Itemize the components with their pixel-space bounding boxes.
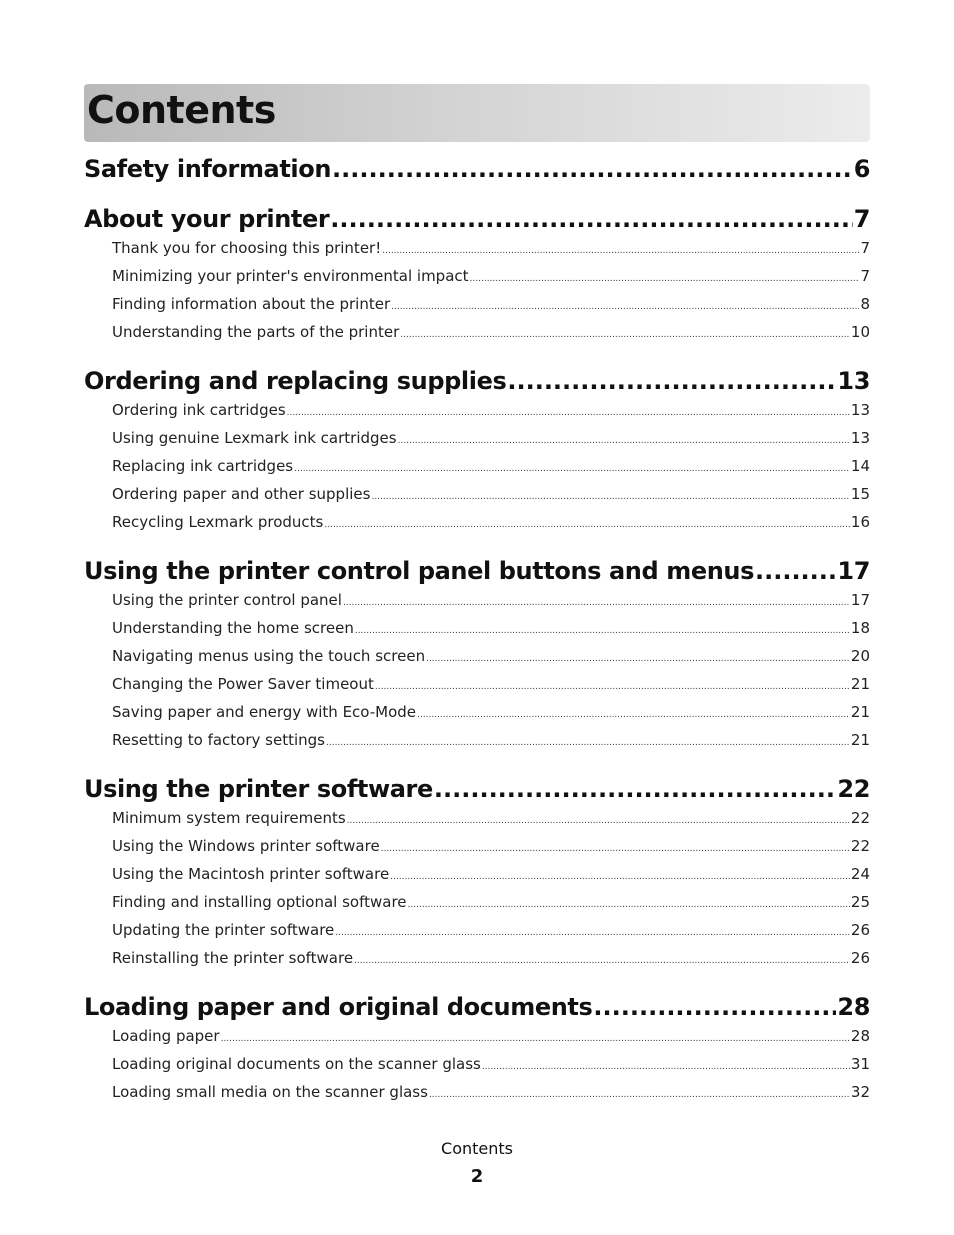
dot-leader xyxy=(221,1025,850,1050)
toc-section[interactable] xyxy=(84,396,870,424)
footer-label: Contents xyxy=(441,1139,513,1158)
toc-section[interactable] xyxy=(84,642,870,670)
dot-leader xyxy=(470,265,860,290)
toc-chapter-page: 13 xyxy=(837,367,870,395)
toc-chapter[interactable] xyxy=(84,204,870,234)
dot-leader xyxy=(400,321,850,346)
toc-section-page: 15 xyxy=(850,485,870,503)
toc-section[interactable] xyxy=(84,1078,870,1106)
toc-section[interactable] xyxy=(84,860,870,888)
dot-leader xyxy=(294,455,850,480)
toc-section-page: 22 xyxy=(850,837,870,855)
toc-section[interactable] xyxy=(84,480,870,508)
toc-section[interactable] xyxy=(84,1050,870,1078)
page-number: 2 xyxy=(470,1166,484,1187)
toc-section-title: Understanding the parts of the printer xyxy=(112,323,400,341)
toc-chapter-page: 28 xyxy=(837,993,870,1021)
toc-section[interactable] xyxy=(84,1022,870,1050)
dot-leader xyxy=(332,154,853,184)
toc-section[interactable] xyxy=(84,318,870,346)
toc-section[interactable] xyxy=(84,452,870,480)
toc-section-page: 13 xyxy=(850,401,870,419)
dot-leader xyxy=(755,556,836,586)
dot-leader xyxy=(429,1081,850,1106)
toc-section-page: 8 xyxy=(860,295,870,313)
toc-chapter-page: 6 xyxy=(853,155,870,183)
toc-chapter[interactable] xyxy=(84,774,870,804)
toc-section-title: Minimizing your printer's environmental impact xyxy=(112,267,469,285)
dot-leader xyxy=(593,992,836,1022)
toc-chapter-title: About your printer xyxy=(84,205,330,233)
toc-section-title: Finding and installing optional software xyxy=(112,893,407,911)
toc-section-title: Resetting to factory settings xyxy=(112,731,325,749)
dot-leader xyxy=(381,835,850,860)
dot-leader xyxy=(390,863,850,888)
dot-leader xyxy=(417,701,850,726)
toc-section[interactable] xyxy=(84,234,870,262)
dot-leader xyxy=(354,947,850,972)
dot-leader xyxy=(335,919,850,944)
toc-section-title: Navigating menus using the touch screen xyxy=(112,647,426,665)
toc-section-title: Loading small media on the scanner glass xyxy=(112,1083,428,1101)
toc-section-title: Minimum system requirements xyxy=(112,809,346,827)
dot-leader xyxy=(398,427,850,452)
toc-section-title: Loading original documents on the scanner glass xyxy=(112,1055,481,1073)
toc-section-title: Finding information about the printer xyxy=(112,295,391,313)
toc-section[interactable] xyxy=(84,888,870,916)
toc-section-page: 18 xyxy=(850,619,870,637)
toc-section-page: 13 xyxy=(850,429,870,447)
toc-section-page: 31 xyxy=(850,1055,870,1073)
toc-section-page: 24 xyxy=(850,865,870,883)
toc-section-page: 17 xyxy=(850,591,870,609)
toc-section-title: Using the Windows printer software xyxy=(112,837,380,855)
toc-section-title: Changing the Power Saver timeout xyxy=(112,675,374,693)
dot-leader xyxy=(343,589,850,614)
dot-leader xyxy=(355,617,850,642)
toc-chapter-page: 7 xyxy=(853,205,870,233)
toc-section-title: Thank you for choosing this printer! xyxy=(112,239,382,257)
dot-leader xyxy=(330,204,852,234)
contents-banner xyxy=(84,84,870,142)
dot-leader xyxy=(426,645,850,670)
toc-section-page: 25 xyxy=(850,893,870,911)
toc-chapter[interactable] xyxy=(84,366,870,396)
toc-section-title: Using genuine Lexmark ink cartridges xyxy=(112,429,397,447)
toc-section[interactable] xyxy=(84,832,870,860)
toc-section[interactable] xyxy=(84,424,870,452)
dot-leader xyxy=(434,774,837,804)
toc-section-page: 7 xyxy=(860,239,870,257)
toc-chapter-title: Loading paper and original documents xyxy=(84,993,593,1021)
toc-section-title: Saving paper and energy with Eco-Mode xyxy=(112,703,417,721)
toc-section-page: 28 xyxy=(850,1027,870,1045)
toc-chapter-title: Using the printer control panel buttons and menus xyxy=(84,557,754,585)
dot-leader xyxy=(391,293,859,318)
toc-section-title: Using the Macintosh printer software xyxy=(112,865,390,883)
toc-section-page: 21 xyxy=(850,675,870,693)
toc-chapter-page: 17 xyxy=(837,557,870,585)
toc-chapter-page: 22 xyxy=(837,775,870,803)
toc-section[interactable] xyxy=(84,916,870,944)
toc-chapter-title: Safety information xyxy=(84,155,332,183)
toc-section[interactable] xyxy=(84,804,870,832)
toc-section-title: Loading paper xyxy=(112,1027,220,1045)
dot-leader xyxy=(482,1053,850,1078)
toc-section-title: Understanding the home screen xyxy=(112,619,354,637)
toc-section-page: 22 xyxy=(850,809,870,827)
toc-section-page: 7 xyxy=(860,267,870,285)
toc-section[interactable] xyxy=(84,262,870,290)
dot-leader xyxy=(408,891,850,916)
toc-chapter[interactable] xyxy=(84,992,870,1022)
toc-section-page: 32 xyxy=(850,1083,870,1101)
toc-section-title: Reinstalling the printer software xyxy=(112,949,354,967)
toc-section-page: 26 xyxy=(850,921,870,939)
dot-leader xyxy=(324,511,850,536)
toc-section[interactable] xyxy=(84,944,870,972)
dot-leader xyxy=(287,399,850,424)
toc-section-page: 21 xyxy=(850,703,870,721)
toc-section-page: 26 xyxy=(850,949,870,967)
toc-chapter[interactable] xyxy=(84,154,870,184)
toc-section-page: 10 xyxy=(850,323,870,341)
toc-section-title: Updating the printer software xyxy=(112,921,335,939)
dot-leader xyxy=(507,366,836,396)
toc-section[interactable] xyxy=(84,698,870,726)
toc-section[interactable] xyxy=(84,508,870,536)
toc-section[interactable] xyxy=(84,290,870,318)
toc-chapter-title: Ordering and replacing supplies xyxy=(84,367,507,395)
toc-section-page: 21 xyxy=(850,731,870,749)
toc-section-page: 16 xyxy=(850,513,870,531)
toc-section-title: Ordering paper and other supplies xyxy=(112,485,371,503)
toc-section[interactable] xyxy=(84,670,870,698)
toc-section[interactable] xyxy=(84,586,870,614)
dot-leader xyxy=(326,729,850,754)
toc-section-title: Ordering ink cartridges xyxy=(112,401,286,419)
toc-section-title: Replacing ink cartridges xyxy=(112,457,294,475)
dot-leader xyxy=(382,237,859,262)
dot-leader xyxy=(371,483,849,508)
dot-leader xyxy=(347,807,850,832)
toc-section-page: 14 xyxy=(850,457,870,475)
toc-section[interactable] xyxy=(84,614,870,642)
toc-chapter-title: Using the printer software xyxy=(84,775,433,803)
toc-section-page: 20 xyxy=(850,647,870,665)
toc-section-title: Using the printer control panel xyxy=(112,591,342,609)
toc-section[interactable] xyxy=(84,726,870,754)
table-of-contents xyxy=(84,150,870,1106)
page-title: Contents xyxy=(87,88,276,132)
dot-leader xyxy=(375,673,850,698)
toc-chapter[interactable] xyxy=(84,556,870,586)
toc-section-title: Recycling Lexmark products xyxy=(112,513,324,531)
